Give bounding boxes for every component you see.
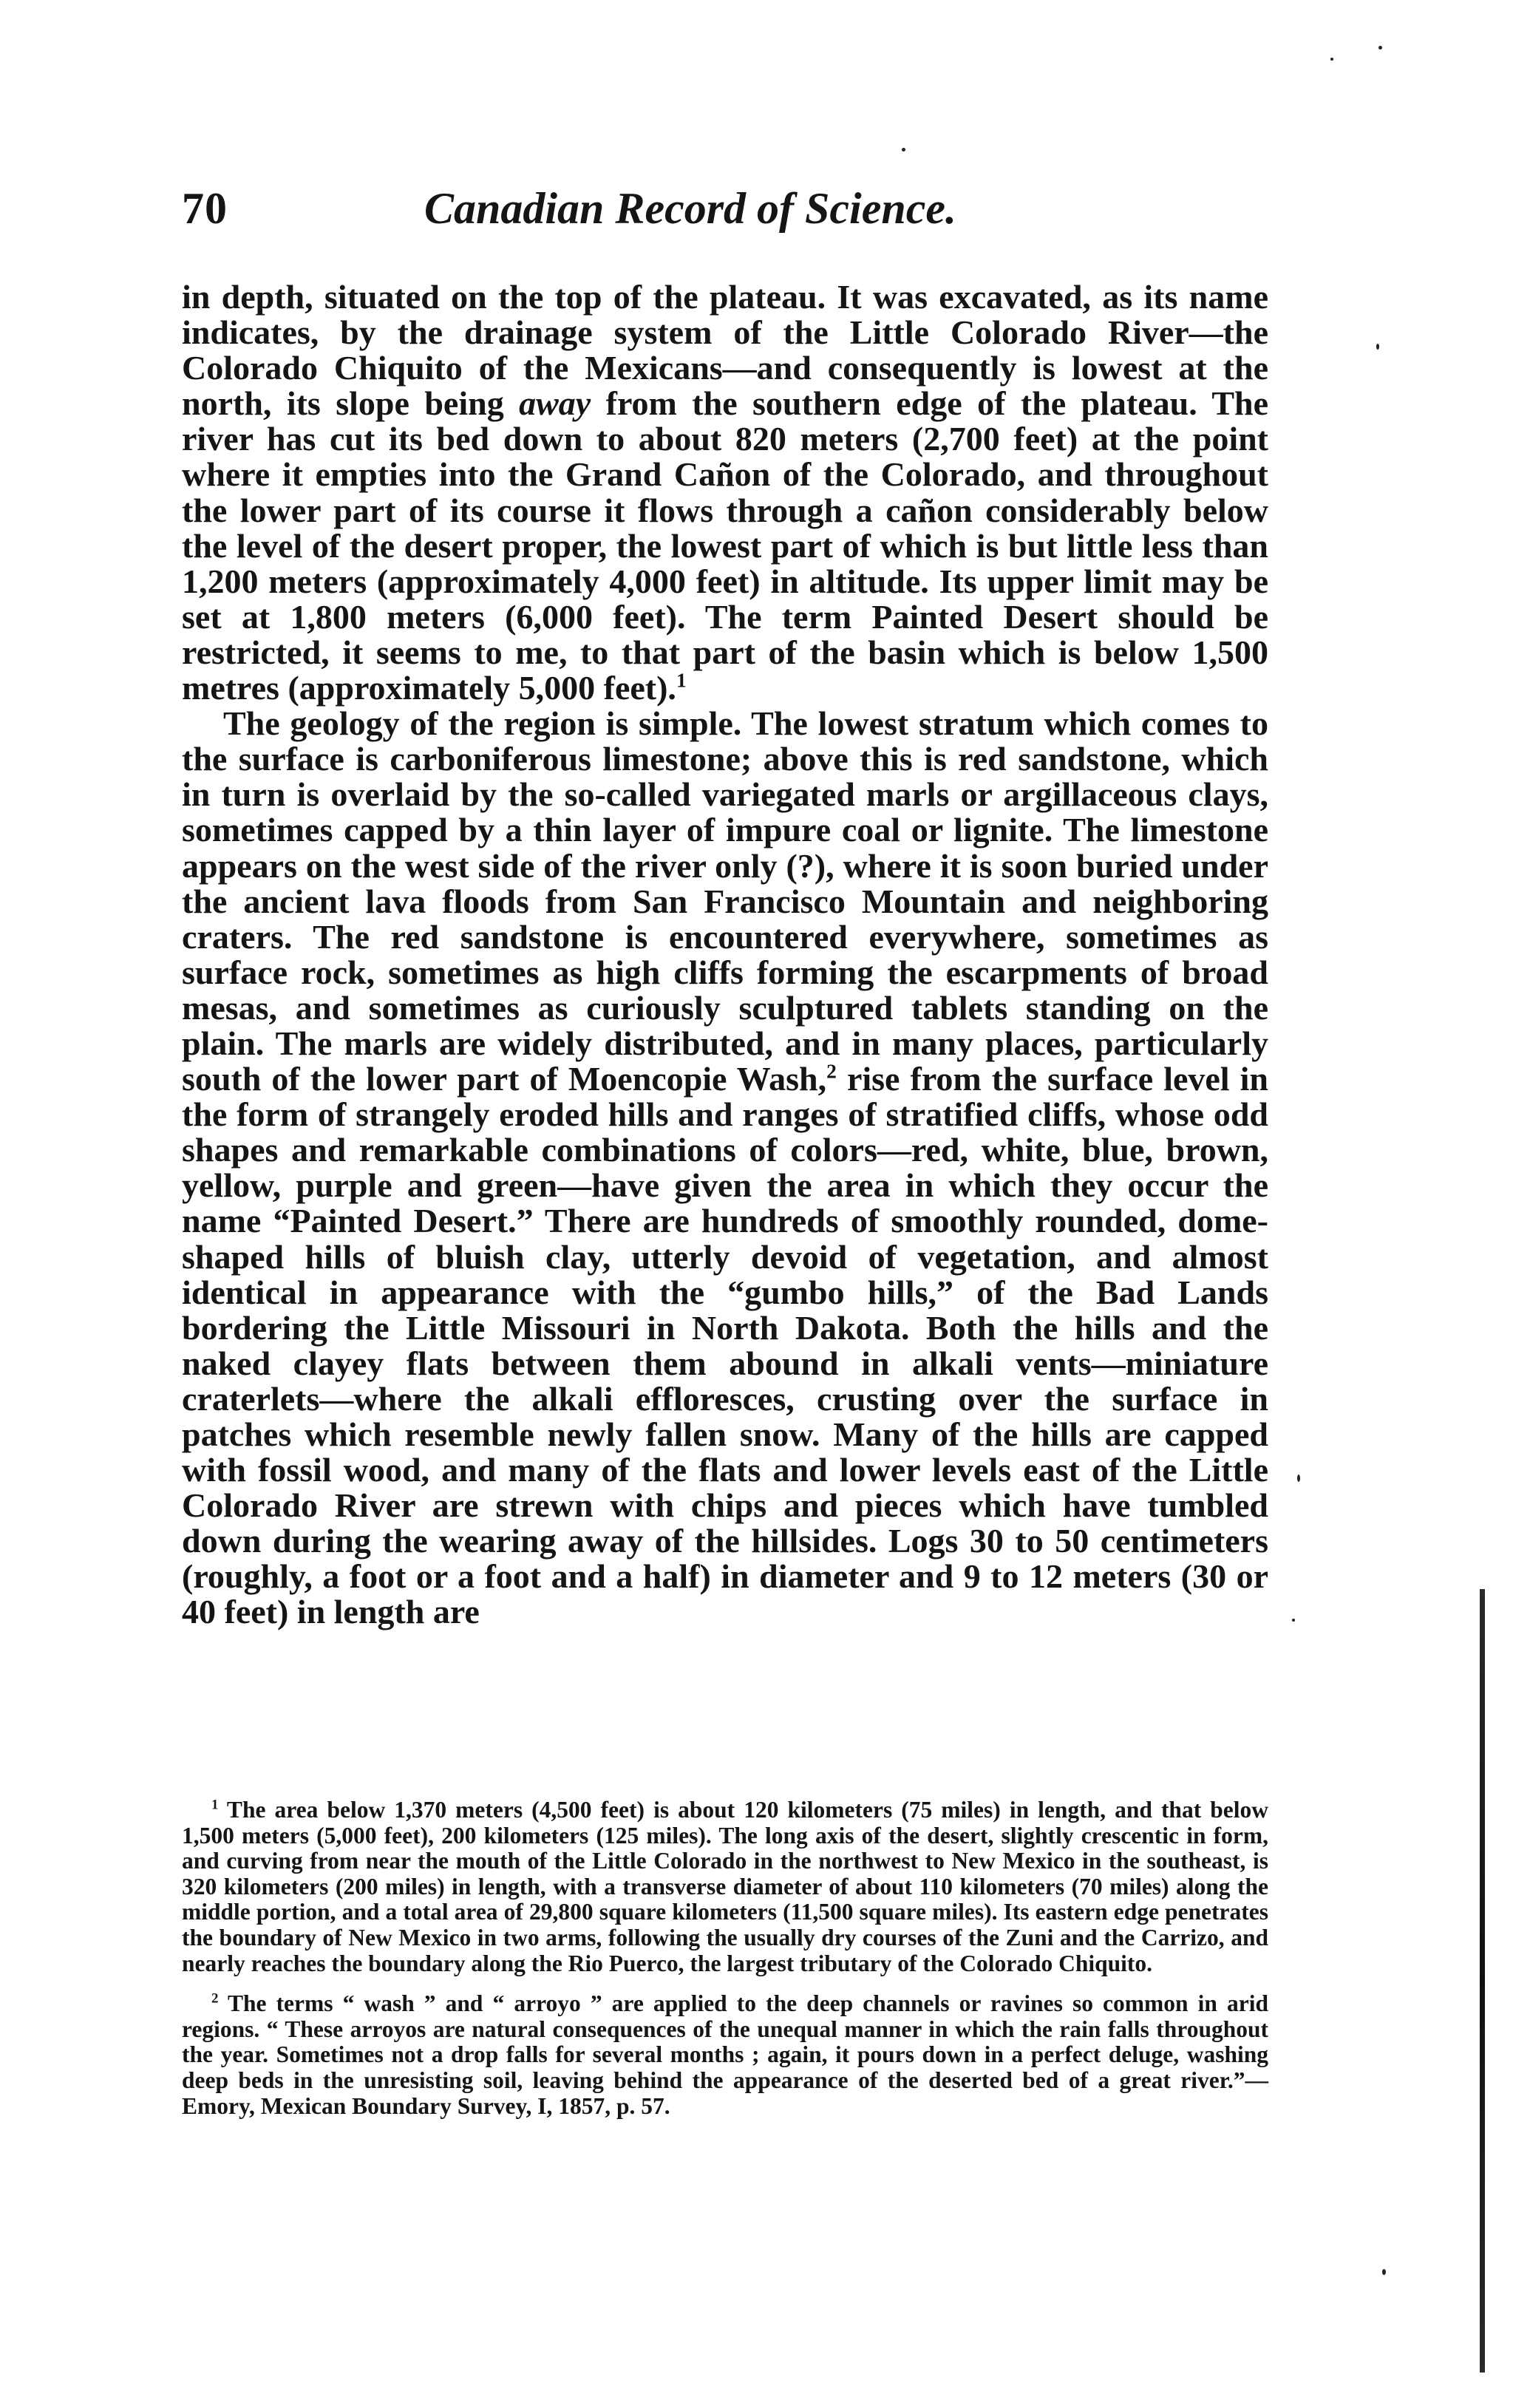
scan-speck xyxy=(1382,2269,1386,2275)
scan-binding-shadow xyxy=(1480,1589,1485,2373)
scan-speck xyxy=(1378,46,1382,50)
footnotes xyxy=(182,1798,1268,2134)
paragraph-2 xyxy=(182,706,1268,1630)
footnote-1-text: The area below 1,370 meters (4,500 feet) is about 120 kilometers (75 miles) in length, and that below 1,500 meters (5,000 feet), 200 kilometers (125 miles). The long axis of the desert, slightly crescentic in form, and curving from near the mouth of the Little Colorado in the northwest to New Mexico in the southeast, is 320 kilometers (200 miles) in length, with a transverse diameter of about 110 kilometers (70 miles) along the middle portion, and a total area of 29,800 square kilometers (11,500 square miles). Its eastern edge penetrates the boundary of New Mexico in two arms, following the usually dry courses of the Zuni and the Carrizo, and nearly reaches the boundary along the Rio Puerco, the largest tributary of the Colorado Chiquito. xyxy=(182,1797,1268,1976)
body-text xyxy=(182,279,1268,1630)
journal-title: Canadian Record of Science. xyxy=(424,184,956,233)
footnote-2-text: The terms “ wash ” and “ arroyo ” are applied to the deep channels or ravines so common in arid regions. “ These arroyos are natural consequences of the unequal manner in which the rain falls throughout the year. Sometimes not a drop falls for several months ; again, it pours down in a perfect deluge, washing deep beds in the unresisting soil, leaving behind the appearance of the deserted bed of a great river.”—Emory, Mexican Boundary Survey, I, 1857, p. 57. xyxy=(182,1990,1268,2119)
footnote-ref-2: 2 xyxy=(826,1059,837,1083)
scan-speck xyxy=(1292,1619,1295,1622)
paragraph-1-italic-word: away xyxy=(519,384,591,423)
scan-speck xyxy=(902,148,905,152)
paragraph-1 xyxy=(182,279,1268,706)
footnote-1 xyxy=(182,1798,1268,1976)
footnote-ref-1: 1 xyxy=(676,668,687,692)
footnote-2-marker: 2 xyxy=(211,1990,219,2007)
running-head xyxy=(182,183,1268,250)
paragraph-2-text-b: rise from the surface level in the form of strangely eroded hills and ranges of stratified cliffs, whose odd shapes and remarkable combinations of colors—red, white, blue, brown, yellow, purple and green—have given the area in which they occur the name “Painted Desert.” There are hundreds of smoothly rounded, dome-shaped hills of bluish clay, utterly devoid of vegetation, and almost identical in appearance with the “gumbo hills,” of the Bad Lands bordering the Little Missouri in North Dakota. Both the hills and the naked clayey flats between them abound in alkali vents—miniature craterlets—where the alkali effloresces, crusting over the surface in patches which resemble newly fallen snow. Many of the hills are capped with fossil wood, and many of the flats and lower levels east of the Little Colorado River are strewn with chips and pieces which have tumbled down during the wearing away of the hillsides. Logs 30 to 50 centimeters (roughly, a foot or a foot and a half) in diameter and 9 to 12 meters (30 or 40 feet) in length are xyxy=(182,1060,1268,1631)
page-number: 70 xyxy=(182,184,228,233)
footnote-2 xyxy=(182,1991,1268,2119)
footnote-1-marker: 1 xyxy=(211,1797,219,1813)
scan-speck xyxy=(1297,1475,1300,1482)
paragraph-2-text-a: The geology of the region is simple. The lowest stratum which comes to the surface is carboniferous limestone; above this is red sandstone, which in turn is overlaid by the so-called variegated marls or argillaceous clays, sometimes capped by a thin layer of impure coal or lignite. The limestone appears on the west side of the river only (?), where it is soon buried under the ancient lava floods from San Francisco Mountain and neighboring craters. The red sandstone is encountered everywhere, sometimes as surface rock, sometimes as high cliffs forming the escarpments of broad mesas, and sometimes as curiously sculptured tablets standing on the plain. The marls are widely distributed, and in many places, particularly south of the lower part of Moencopie Wash, xyxy=(182,704,1268,1098)
scan-speck xyxy=(1330,58,1333,61)
paragraph-1-text-b: from the southern edge of the plateau. The river has cut its bed down to about 820 meters (2,700 feet) at the point where it empties into the Grand Cañon of the Colorado, and throughout the lower part of its course it flows through a cañon considerably below the level of the desert proper, the lowest part of which is but little less than 1,200 meters (approximately 4,000 feet) in altitude. Its upper limit may be set at 1,800 meters (6,000 feet). The term Painted Desert should be restricted, it seems to me, to that part of the basin which is below 1,500 metres (approximately 5,000 feet). xyxy=(182,384,1268,707)
paragraph-1-text-a: in depth, situated on the top of the plateau. It was excavated, as its name indicates, by the drainage system of the Little Colorado River—the Colorado Chiquito of the Mexicans—and consequently is lowest at the north, its slope being xyxy=(182,278,1268,423)
scan-speck xyxy=(1376,344,1379,350)
